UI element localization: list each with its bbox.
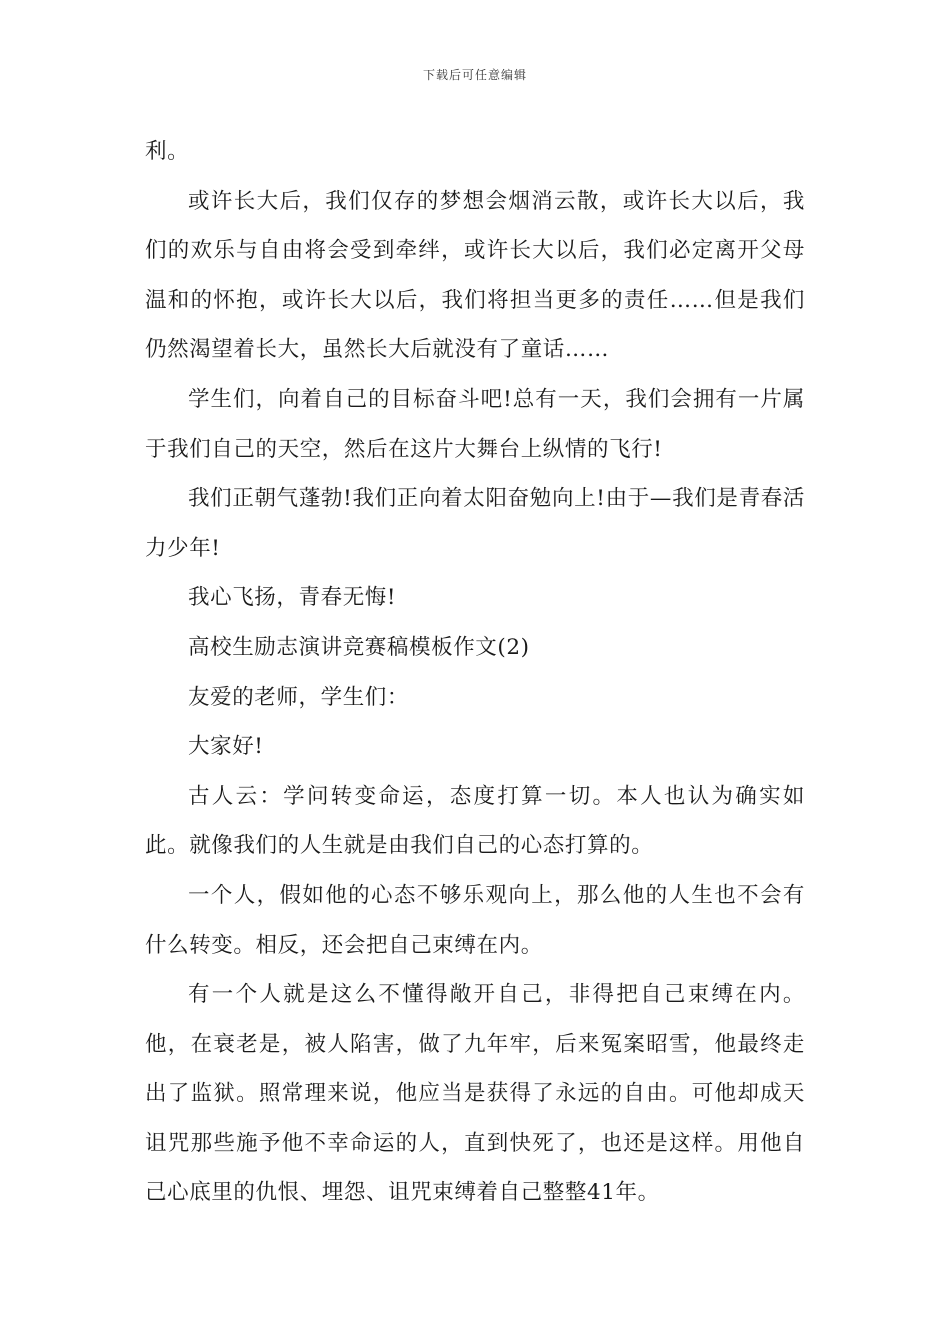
document-body — [145, 127, 805, 1218]
paragraph: 或许长大后，我们仅存的梦想会烟消云散，或许长大以后，我们的欢乐与自由将会受到牵绊，或许长大以后，我们必定离开父母温和的怀抱，或许长大以后，我们将担当更多的责任……但是我们仍然渴望着长大，虽然长大后就没有了童话…… — [145, 188, 805, 363]
salutation: 友爱的老师，学生们： — [188, 684, 410, 710]
paragraph: 一个人，假如他的心态不够乐观向上，那么他的人生也不会有什么转变。相反，还会把自己束缚在内。 — [145, 882, 805, 958]
paragraph-continuation: 利。 — [145, 139, 190, 164]
paragraph: 学生们，向着自己的目标奋斗吧!总有一天，我们会拥有一片属于我们自己的天空，然后在这片大舞台上纵情的飞行! — [145, 386, 805, 462]
section-title: 高校生励志演讲竞赛稿模板作文(2) — [188, 634, 530, 660]
paragraph: 我心飞扬，青春无悔! — [188, 585, 397, 611]
greeting: 大家好! — [188, 734, 264, 760]
paragraph: 我们正朝气蓬勃!我们正向着太阳奋勉向上!由于—我们是青春活力少年! — [145, 486, 805, 561]
paragraph: 有一个人就是这么不懂得敞开自己，非得把自己束缚在内。他，在衰老是，被人陷害，做了九年牢，后来冤案昭雪，他最终走出了监狱。照常理来说，他应当是获得了永远的自由。可他却成天诅咒那些施予他不幸命运的人，直到快死了，也还是这样。用他自己心底里的仇恨、埋怨、诅咒束缚着自己整整41年。 — [145, 982, 805, 1206]
page-header: 下载后可任意编辑 — [422, 68, 527, 82]
paragraph: 古人云：学问转变命运，态度打算一切。本人也认为确实如此。就像我们的人生就是由我们自己的心态打算的。 — [145, 783, 805, 859]
